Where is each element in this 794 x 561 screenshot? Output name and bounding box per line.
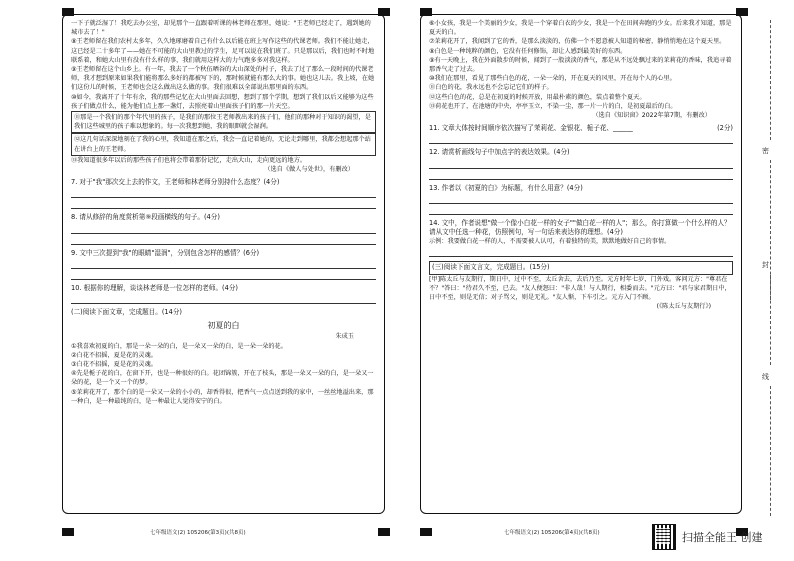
question-8: 8. 请从修辞的角度赏析第⑨段画横线的句子。(4分) <box>71 213 220 222</box>
passage-paragraph-boxed: ⑪那是一个我们的那个年代里的孩子，是我们的那位王老师教出来的孩子们，他们的那种对于知识的渴望，是我们这些城里的孩子难以想象的。每一次我想到她，我的眼眶就会湿润。 <box>71 111 376 133</box>
corner-mark <box>420 528 432 536</box>
scanner-watermark: 扫描全能王 创建 <box>682 531 763 544</box>
essay-paragraph: ④先是栀子花的白，在窗下开，也是一种很好的白。花团锦簇，开在了枝头，那是一朵又一朵的白，是一朵又一朵的花，是一个又一个的梦。 <box>71 370 374 387</box>
binding-line <box>770 20 771 140</box>
answer-line[interactable] <box>429 168 733 169</box>
essay-title: 初夏的白 <box>207 321 240 331</box>
right-page <box>420 14 742 514</box>
essay-author: 朱成玉 <box>335 333 354 341</box>
left-page <box>62 14 385 514</box>
question-score: (2分) <box>717 124 733 133</box>
question-10: 10. 根据你的理解，谈谈林老师是一位怎样的老师。(4分) <box>71 283 238 292</box>
question-13: 13. 作者以《初夏的白》为标题，有什么用意？(4分) <box>429 183 583 192</box>
binding-label-mi: 密 <box>762 147 769 155</box>
essay-paragraph: ⑧白色是一种纯粹的颜色，它没有任何修饰，却让人感到最美好的东西。 <box>429 47 627 55</box>
answer-line[interactable] <box>71 303 376 304</box>
essay-paragraph: ③白花不招摇，夏是花的灵魂。 <box>71 361 157 369</box>
section-heading: (三)阅读下面文言文，完成题目。(15分) <box>429 261 733 274</box>
essay-paragraph: ②白花不招摇，夏是花的灵魂。 <box>71 351 157 359</box>
answer-line[interactable] <box>71 268 376 269</box>
essay-paragraph: ⑩我们在那里，看见了那些白色的花，一朵一朵的，开在夏天的风里，开在每个人的心里。 <box>429 75 676 83</box>
answer-line[interactable] <box>71 233 376 234</box>
binding-line <box>770 275 771 365</box>
essay-paragraph: ⑬荷花也开了，在池塘的中央，亭亭玉立，不染一尘，那一片一片的白，是初夏最后的白。 <box>429 102 677 110</box>
binding-line <box>770 386 771 516</box>
question-14: 14. 文中，作者说想"做一个像小白花一样的女子""做白花一样的人"；那么，你打算做一个什么样的人？请从文中任选一种花，仿照例句，写一句话来表达你的理想。(4分) <box>429 218 731 237</box>
essay-paragraph: ⑨有一天晚上，我在外面散步的时候，闻到了一股淡淡的香气，那是从不远处飘过来的茉莉花的香味，我追寻着那香气走了过去。 <box>429 56 732 74</box>
essay-paragraph: ⑤茉莉花开了，那个白的是一朵又一朵的小小的，却香得很，把香气一点点送到我的家中，一丝丝地溢出来，那一种白，是一种最纯的白，是一种最让人觉得安宁的白。 <box>71 388 374 405</box>
question-11 <box>429 124 733 133</box>
page-footer: 七年级语文(2) 105206(第3页)(共8页) <box>150 530 246 536</box>
passage-paragraph-boxed: ⑫这几句话深深地刻在了我的心里，我知道在那之后，我会一直记着她的，无论走到哪里，我都会想起那个站在讲台上的王老师。 <box>71 133 376 155</box>
answer-line[interactable] <box>71 279 376 280</box>
passage-paragraph: ⑧王老师留在我们农村太多年，久久地琢磨着自己有什么以后能在班上写作这些的代课老师。我们不能让她走，这已经是二十多年了——她在不可能的大山里教过的学生，足可以说在我们班了。只是那以后，我们也时不时地联系着，和她大山里有没有什么样的事，我们就用这样大的力气跑多多对我这样。 <box>71 38 375 64</box>
page-footer: 七年级语文(2) 105206(第4页)(共8页) <box>504 530 600 536</box>
binding-label-feng: 封 <box>762 261 769 269</box>
question-7: 7. 对于"我"那次交上去的作文，王老师和林老师分别持什么态度？(4分) <box>71 178 280 187</box>
corner-mark <box>62 528 74 536</box>
question-text: 11. 文章大体按时间顺序依次描写了茉莉花、金银花、栀子花、______ <box>429 124 633 133</box>
answer-line[interactable] <box>71 208 376 209</box>
section-heading: (二)阅读下面文章，完成题目。(14分) <box>71 308 182 317</box>
passage-paragraph: 一下子就泛湿了！我吃去办公室，却见那个一直跟着听课的林老师在那里，她说："王老师已经走了，遇到她的城市去了！" <box>71 20 371 37</box>
question-12: 12. 请赏析画线句子中加点字的表达效果。(4分) <box>429 148 570 157</box>
answer-line[interactable] <box>71 197 376 198</box>
passage-paragraph: ⑩如今，我离开了十年有余，我的那些记忆在大山里面去回想，想到了那个学期，想到了我们以后又能够为这些孩子们做点什么，能为他们点上那一盏灯，去照亮着山里面孩子们的那一片天空。 <box>71 93 374 110</box>
passage-source: （选自《做人与处世》，有删改） <box>264 166 354 174</box>
essay-paragraph: ⑥小女孩，我是一个美丽的少女，我是一个穿着白衣的少女，我是一个在田间奔跑的少女。后来我才知道，那是夏天的白。 <box>429 20 732 37</box>
essay-paragraph: ⑪白色的花，我永远也不会忘记它们的样子。 <box>429 84 553 92</box>
answer-line[interactable] <box>429 143 733 144</box>
essay-paragraph: ①我喜欢初夏的白，那是一朵一朵的白，是一朵又一朵的白，是一朵一朵的花。 <box>71 342 287 350</box>
answer-line[interactable] <box>429 179 733 180</box>
essay-paragraph: ⑦茉莉花开了，我闻到了它的香，是那么淡淡的，仿佛一个不愿意被人知道的秘密，静悄悄地在这个夏天里。 <box>429 38 726 46</box>
answer-line[interactable] <box>71 244 376 245</box>
passage-paragraph: ⑨王老师留在这个山乡上。有一年，我去了一个秋伍晒谷的大山深处的村子，我去了过了那么一段时间的代课老师，我才想到原来如果我们能将那么多好的都被写下的，那时候就能有那么大的事。她也这儿去。我上坡，在她们这份儿的时候，王老师也会这么做出这么做的事。我们很难以全部说出那里面的东西。 <box>71 66 375 92</box>
classical-source: (《陈太丘与友期行》) <box>656 303 711 311</box>
qr-code-pattern <box>656 528 670 544</box>
corner-mark <box>378 528 390 536</box>
essay-paragraph: ⑫这些白色的花，总是在初夏的时候开放，用最朴素的颜色，装点着整个夏天。 <box>429 93 646 101</box>
essay-source: （选自《知识窗》2022年第7期，有删改） <box>592 112 711 120</box>
answer-line[interactable] <box>429 203 733 204</box>
question-9: 9. 文中三次提到"我"的眼睛"湿润"，分别包含怎样的感情？(6分) <box>71 248 260 257</box>
answer-line[interactable] <box>429 214 733 215</box>
classical-text: [甲]陈太丘与友期行，期日中，过中不至，太丘舍去，去后乃至。元方时年七岁，门外戏。客问元方："尊君在不？"答曰："待君久不至，已去。"友人便怒曰："非人哉！与人期行，相委而去。"元方曰："君与家君期日中，日中不至，则是无信；对子骂父，则是无礼。"友人惭，下车引之。元方入门不顾。 <box>429 275 731 302</box>
binding-label-xian: 线 <box>762 373 769 381</box>
question-example: 示例：我要做白花一样的人，不需要被人认可，有着独特的美，默默地做好自己的事情。 <box>429 238 671 246</box>
passage-paragraph: ⑬我知道很多年以后的那些孩子们也将会带着那份记忆，走出大山，走向更远的地方。 <box>71 156 307 164</box>
answer-line[interactable] <box>429 256 733 257</box>
